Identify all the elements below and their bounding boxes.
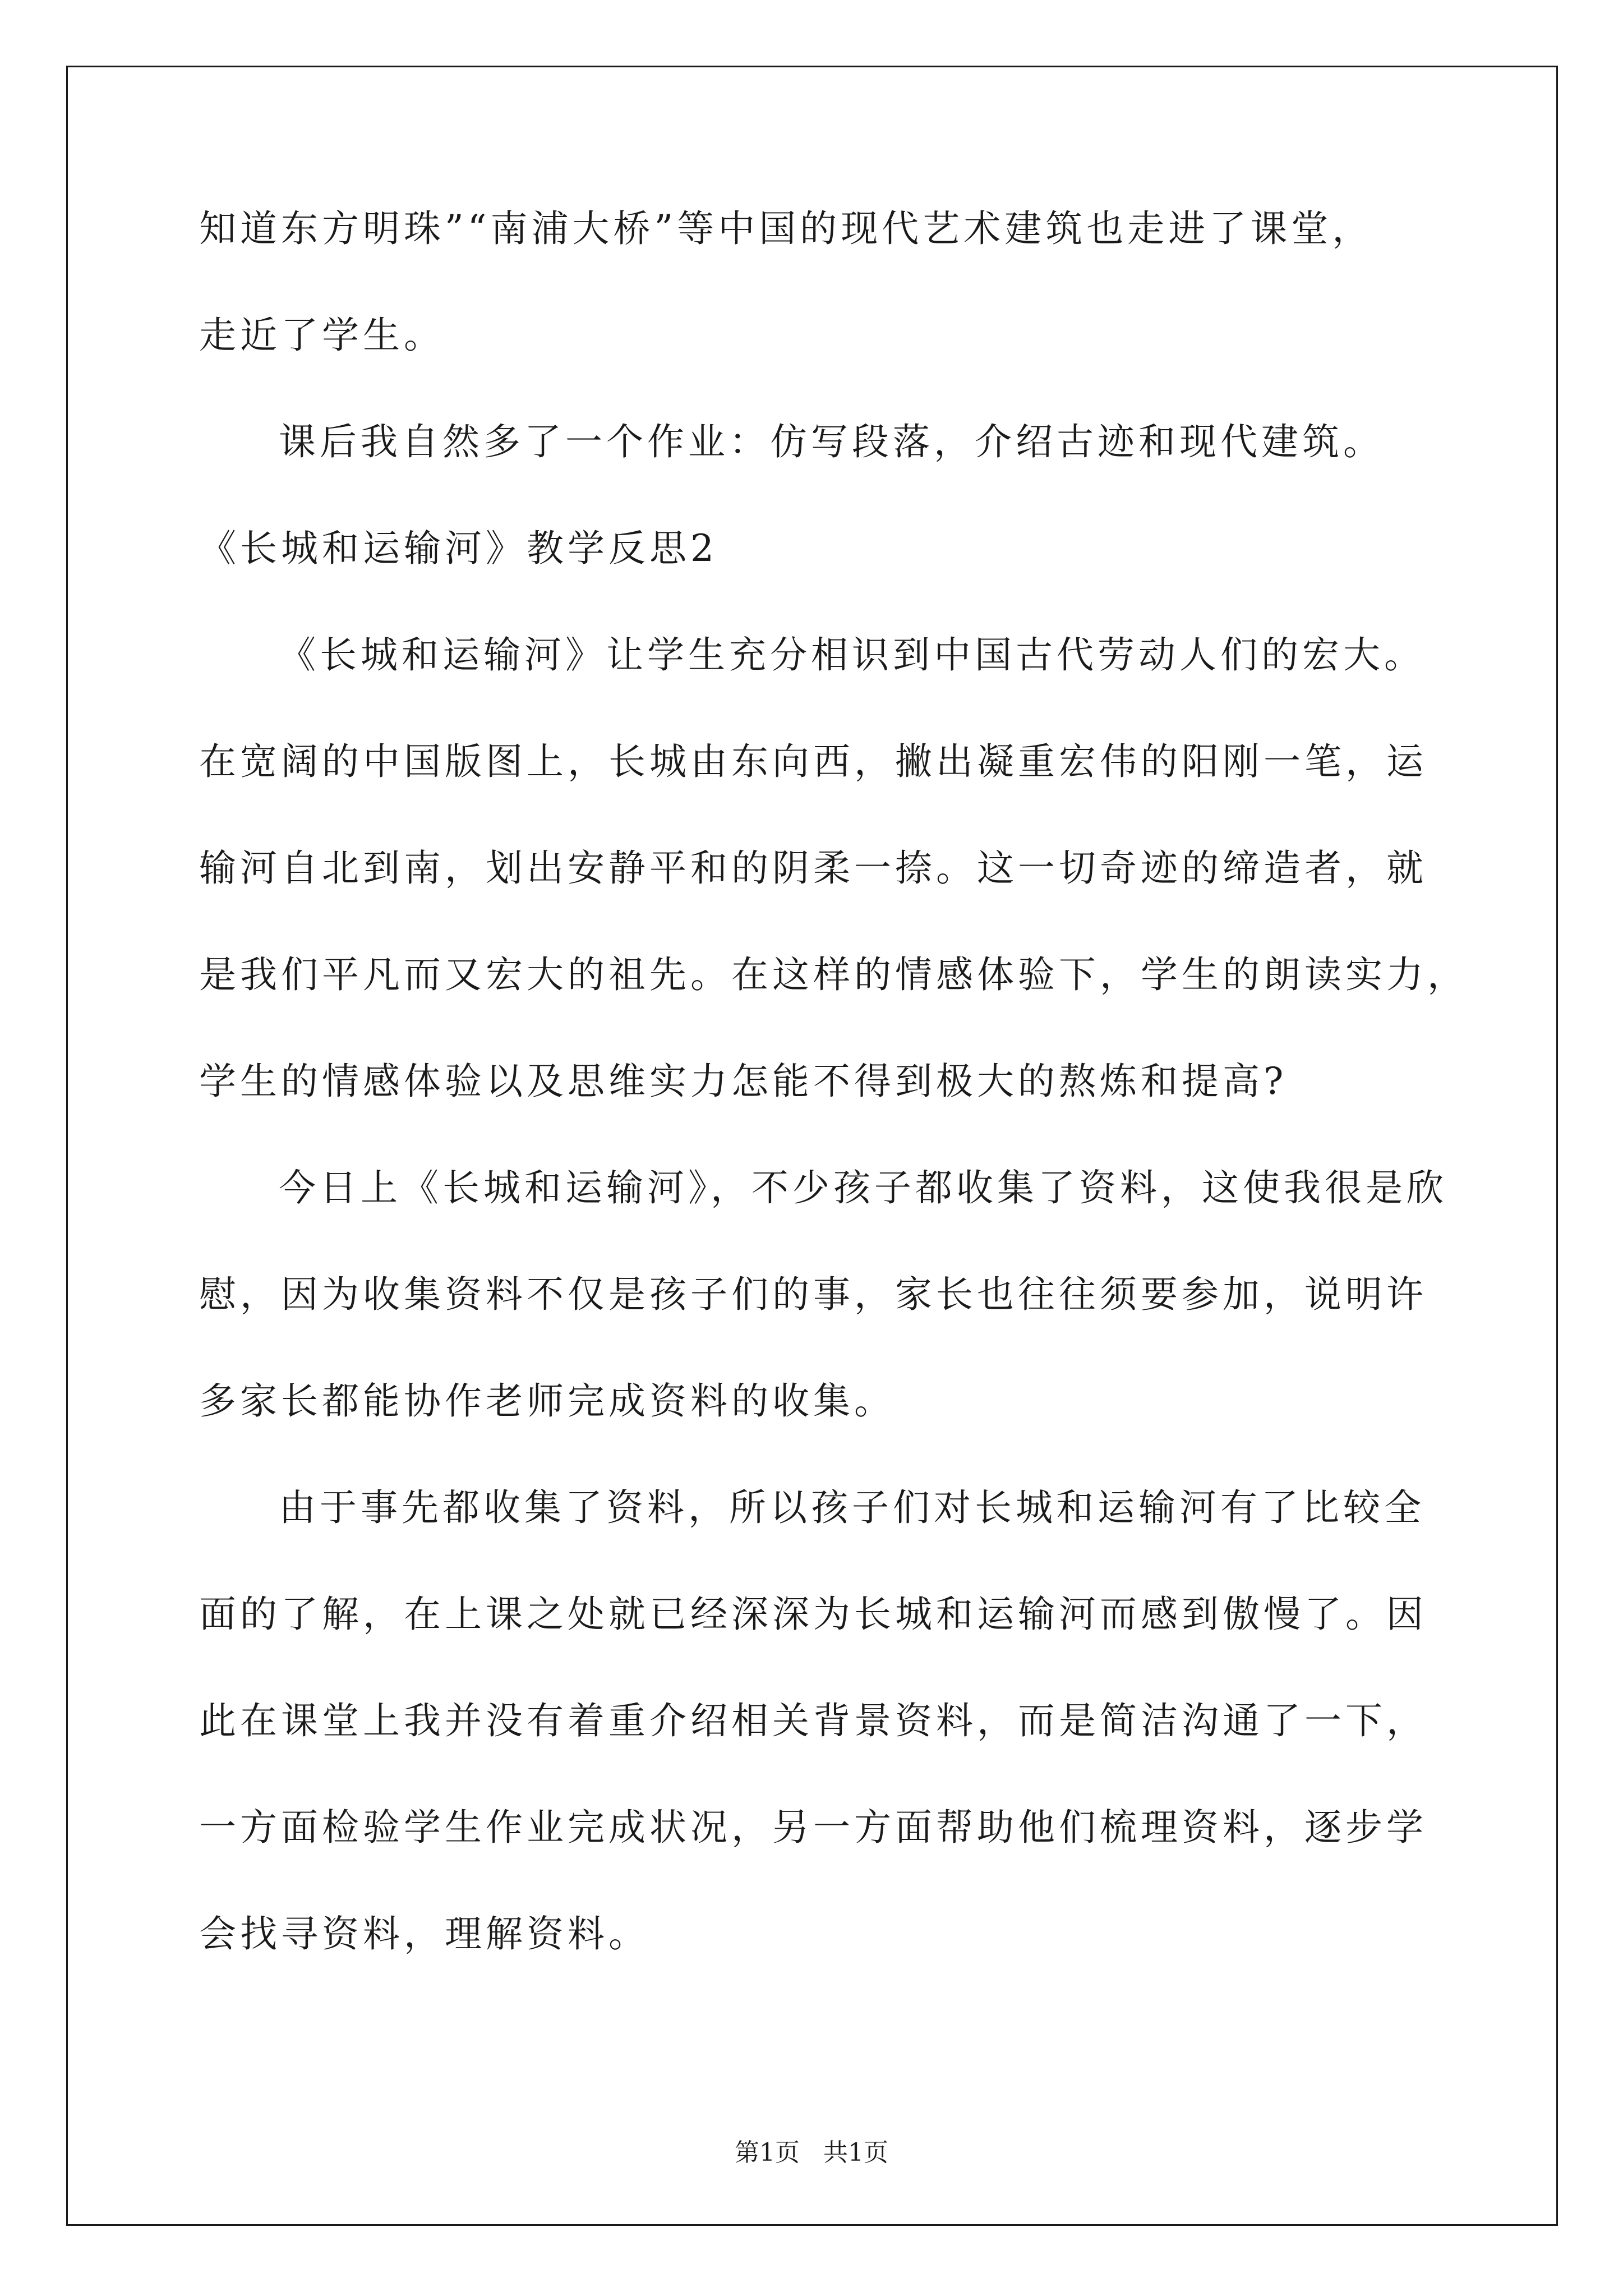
text-line: 今日上《长城和运输河》，不少孩子都收集了资料，这使我很是欣 [279,1166,1447,1209]
page-border [66,66,1558,2226]
text-line: 课后我自然多了一个作业：仿写段落，介绍古迹和现代建筑。 [279,420,1384,463]
text-line: 学生的情感体验以及思维实力怎能不得到极大的熬炼和提高? [199,1060,1288,1103]
text-line: 在宽阔的中国版图上，长城由东向西，撇出凝重宏伟的阳刚一笔，运 [199,740,1427,783]
section-heading: 《长城和运输河》教学反思2 [199,527,718,570]
text-line: 此在课堂上我并没有着重介绍相关背景资料，而是简洁沟通了一下， [199,1699,1427,1742]
text-line: 《长城和运输河》让学生充分相识到中国古代劳动人们的宏大。 [279,633,1425,677]
text-line: 会找寻资料，理解资料。 [199,1912,649,1955]
text-line: 由于事先都收集了资料，所以孩子们对长城和运输河有了比较全 [279,1486,1425,1529]
page-footer: 第1页 共1页 [735,2138,888,2167]
text-line: 知道东方明珠”“南浦大桥”等中国的现代艺术建筑也走进了课堂， [199,207,1373,250]
text-line: 一方面检验学生作业完成状况，另一方面帮助他们梳理资料，逐步学 [199,1806,1427,1849]
text-line: 多家长都能协作老师完成资料的收集。 [199,1379,895,1423]
text-line: 慰，因为收集资料不仅是孩子们的事，家长也往往须要参加，说明许 [199,1273,1427,1316]
text-line: 面的了解，在上课之处就已经深深为长城和运输河而感到傲慢了。因 [199,1593,1427,1636]
text-line: 输河自北到南，划出安静平和的阴柔一捺。这一切奇迹的缔造者，就 [199,846,1427,890]
text-line: 走近了学生。 [199,314,445,357]
text-line: 是我们平凡而又宏大的祖先。在这样的情感体验下，学生的朗读实力， [199,953,1468,996]
